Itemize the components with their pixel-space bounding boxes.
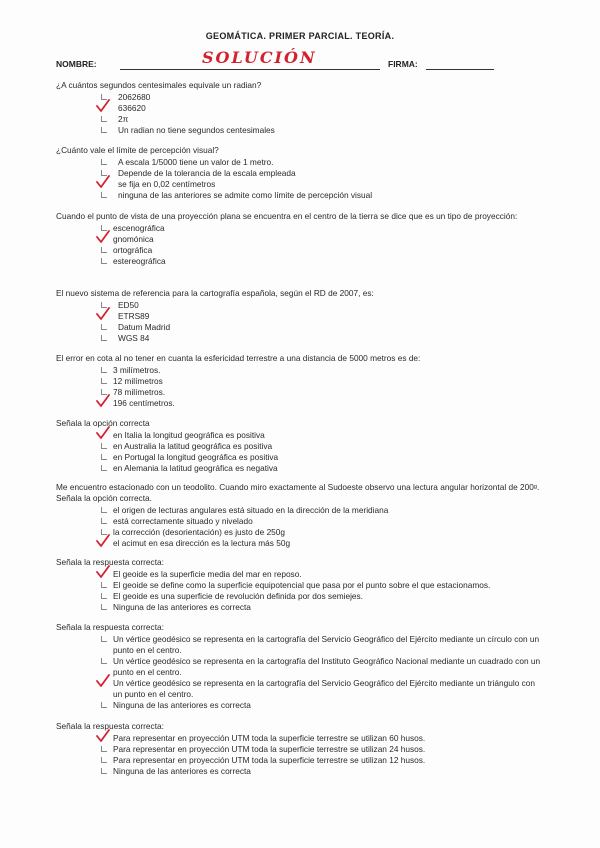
question-stem: Señala la opción correcta — [56, 418, 150, 428]
exam-title: GEOMÁTICA. PRIMER PARCIAL. TEORÍA. — [205, 31, 395, 41]
checkbox-icon[interactable] — [101, 159, 107, 165]
option-text: Para representar en proyección UTM toda la superficie terrestre se utilizan 12 husos. — [113, 755, 426, 765]
option-text: 196 centímetros. — [113, 398, 175, 408]
question — [56, 145, 546, 201]
question-stem: El error en cota al no tener en cuanta la esfericidad terrestre a una distancia de 5000 metros es de: — [56, 353, 421, 363]
checkbox-icon[interactable] — [101, 702, 107, 708]
checkbox-icon[interactable] — [101, 443, 107, 449]
option-text: está correctamente situado y nivelado — [113, 516, 253, 526]
option-text: 2π — [118, 114, 129, 124]
option[interactable] — [56, 322, 546, 333]
checkmark-icon — [96, 175, 110, 189]
question-stem: El nuevo sistema de referencia para la cartografía española, según el RD de 2007, es: — [56, 288, 374, 298]
checkbox-icon[interactable] — [101, 593, 107, 599]
checkmark-icon — [96, 729, 110, 743]
option[interactable] — [56, 430, 546, 441]
option-text: Ninguna de las anteriores es correcta — [113, 766, 251, 776]
option[interactable] — [56, 234, 546, 245]
option[interactable] — [56, 365, 546, 376]
checkmark-icon — [96, 307, 110, 321]
option-text: El geoide es una superficie de revolución definida por dos semiejes. — [113, 591, 363, 601]
name-line — [120, 69, 380, 70]
option-text: en Italia la longitud geográfica es positiva — [113, 430, 265, 440]
checkmark-icon — [96, 674, 110, 688]
question — [56, 557, 546, 613]
option[interactable] — [56, 505, 546, 516]
option[interactable] — [56, 190, 546, 201]
option[interactable] — [56, 766, 546, 777]
option-text: 78 milímetros. — [113, 387, 166, 397]
option[interactable] — [56, 333, 546, 344]
option[interactable] — [56, 441, 546, 452]
checkmark-icon — [96, 565, 110, 579]
option[interactable] — [56, 245, 546, 256]
option[interactable] — [56, 656, 546, 678]
option-text: gnomónica — [113, 234, 154, 244]
name-label: NOMBRE: — [56, 59, 97, 69]
option-text: ETRS89 — [118, 311, 150, 321]
question — [56, 288, 546, 344]
option[interactable] — [56, 103, 546, 114]
option-text: Ninguna de las anteriores es correcta — [113, 602, 251, 612]
option[interactable] — [56, 157, 546, 168]
option[interactable] — [56, 463, 546, 474]
checkmark-icon — [96, 230, 110, 244]
option[interactable] — [56, 452, 546, 463]
question-stem: ¿A cuántos segundos centesimales equivale un radian? — [56, 80, 262, 90]
option[interactable] — [56, 223, 546, 234]
option-text: escenográfica — [113, 223, 165, 233]
option-text: 636620 — [118, 103, 146, 113]
option[interactable] — [56, 168, 546, 179]
option-text: 12 milímetros — [113, 376, 163, 386]
option[interactable] — [56, 634, 546, 656]
option[interactable] — [56, 398, 546, 409]
option-text: el acimut en esa dirección es la lectura más 50g — [113, 538, 291, 548]
question — [56, 353, 546, 409]
checkbox-icon[interactable] — [101, 507, 107, 513]
option-text: Un vértice geodésico se representa en la cartografía del Servicio Geográfico del Ejército mediante un triángulo con un punto en el centro. — [113, 678, 535, 699]
checkmark-icon — [96, 534, 110, 548]
checkbox-icon[interactable] — [101, 465, 107, 471]
checkbox-icon[interactable] — [101, 367, 107, 373]
option[interactable] — [56, 311, 546, 322]
checkbox-icon[interactable] — [101, 518, 107, 524]
option-text: el origen de lecturas angulares está situado en la dirección de la meridiana — [113, 505, 389, 515]
handwritten-name: SOLUCIÓN — [202, 48, 317, 67]
signature-label: FIRMA: — [388, 59, 418, 69]
option[interactable] — [56, 602, 546, 613]
option-text: la corrección (desorientación) es justo de 250g — [113, 527, 286, 537]
checkmark-icon — [96, 426, 110, 440]
checkbox-icon[interactable] — [101, 324, 107, 330]
question-stem: Me encuentro estacionado con un teodolito. Cuando miro exactamente al Sudoeste observo una lectura angular horizontal de 200ᵍ. Señala la opción correcta. — [56, 482, 540, 503]
question-stem: Cuando el punto de vista de una proyección plana se encuentra en el centro de la tierra se dice que es un tipo de proyección: — [56, 211, 518, 221]
option-text: Para representar en proyección UTM toda la superficie terrestre se utilizan 24 husos. — [113, 744, 426, 754]
option-text: Un vértice geodésico se representa en la cartografía del Servicio Geográfico del Ejército mediante un círculo con un punto en el centro. — [113, 634, 540, 655]
option[interactable] — [56, 92, 546, 103]
header-row — [56, 48, 496, 70]
checkbox-icon[interactable] — [101, 258, 107, 264]
option-text: ninguna de las anteriores se admite como límite de percepción visual — [118, 190, 373, 200]
option-text: en Portugal la longitud geográfica es positiva — [113, 452, 279, 462]
option-text: se fija en 0,02 centímetros — [118, 179, 216, 189]
checkbox-icon[interactable] — [101, 335, 107, 341]
signature-line — [426, 69, 494, 70]
option[interactable] — [56, 114, 546, 125]
option-text: El geoide es la superficie media del mar en reposo. — [113, 569, 302, 579]
option-text: en Australia la latitud geográfica es positiva — [113, 441, 273, 451]
option[interactable] — [56, 733, 546, 744]
option[interactable] — [56, 256, 546, 267]
checkbox-icon[interactable] — [101, 757, 107, 763]
option-text: ED50 — [118, 300, 139, 310]
checkbox-icon[interactable] — [101, 116, 107, 122]
option-text: Datum Madrid — [118, 322, 171, 332]
option-text: Un radian no tiene segundos centesimales — [118, 125, 275, 135]
option[interactable] — [56, 591, 546, 602]
option[interactable] — [56, 527, 546, 538]
option[interactable] — [56, 376, 546, 387]
option[interactable] — [56, 538, 546, 549]
option[interactable] — [56, 678, 546, 700]
option-text: 2062680 — [118, 92, 151, 102]
checkbox-icon[interactable] — [101, 636, 107, 642]
checkbox-icon[interactable] — [101, 658, 107, 664]
option[interactable] — [56, 569, 546, 580]
option[interactable] — [56, 744, 546, 755]
checkbox-icon[interactable] — [101, 768, 107, 774]
option-text: Un vértice geodésico se representa en la cartografía del Instituto Geográfico Nacional mediante un cuadrado con un punto en el centro. — [113, 656, 541, 677]
option[interactable] — [56, 125, 546, 136]
option-text: Depende de la tolerancia de la escala empleada — [118, 168, 296, 178]
option-text: ortográfica — [113, 245, 153, 255]
checkbox-icon[interactable] — [101, 604, 107, 610]
checkbox-icon[interactable] — [101, 582, 107, 588]
option[interactable] — [56, 387, 546, 398]
option-text: A escala 1/5000 tiene un valor de 1 metro. — [118, 157, 274, 167]
option[interactable] — [56, 700, 546, 711]
question-stem: ¿Cuánto vale el límite de percepción visual? — [56, 145, 219, 155]
option[interactable] — [56, 580, 546, 591]
option-text: en Alemania la latitud geográfica es negativa — [113, 463, 278, 473]
question — [56, 482, 546, 549]
question-stem: Señala la respuesta correcta: — [56, 622, 164, 632]
checkbox-icon[interactable] — [101, 192, 107, 198]
option[interactable] — [56, 516, 546, 527]
question — [56, 418, 546, 474]
option[interactable] — [56, 179, 546, 190]
checkmark-icon — [96, 394, 110, 408]
checkbox-icon[interactable] — [101, 247, 107, 253]
checkmark-icon — [96, 99, 110, 113]
question-stem: Señala la respuesta correcta: — [56, 557, 164, 567]
question — [56, 721, 546, 777]
option-text: Ninguna de las anteriores es correcta — [113, 700, 251, 710]
option-text: 3 milímetros. — [113, 365, 161, 375]
option-text: WGS 84 — [118, 333, 150, 343]
option-text: estereográfica — [113, 256, 166, 266]
option-text: Para representar en proyección UTM toda la superficie terrestre se utilizan 60 husos. — [113, 733, 426, 743]
checkbox-icon[interactable] — [101, 454, 107, 460]
checkbox-icon[interactable] — [101, 746, 107, 752]
checkbox-icon[interactable] — [101, 127, 107, 133]
option[interactable] — [56, 755, 546, 766]
question — [56, 80, 546, 136]
option-text: El geoide se define como la superficie equipotencial que pasa por el punto sobre el que estacionamos. — [113, 580, 491, 590]
question — [56, 622, 546, 711]
question-stem: Señala la respuesta correcta: — [56, 721, 164, 731]
checkbox-icon[interactable] — [101, 378, 107, 384]
option[interactable] — [56, 300, 546, 311]
question — [56, 211, 546, 267]
